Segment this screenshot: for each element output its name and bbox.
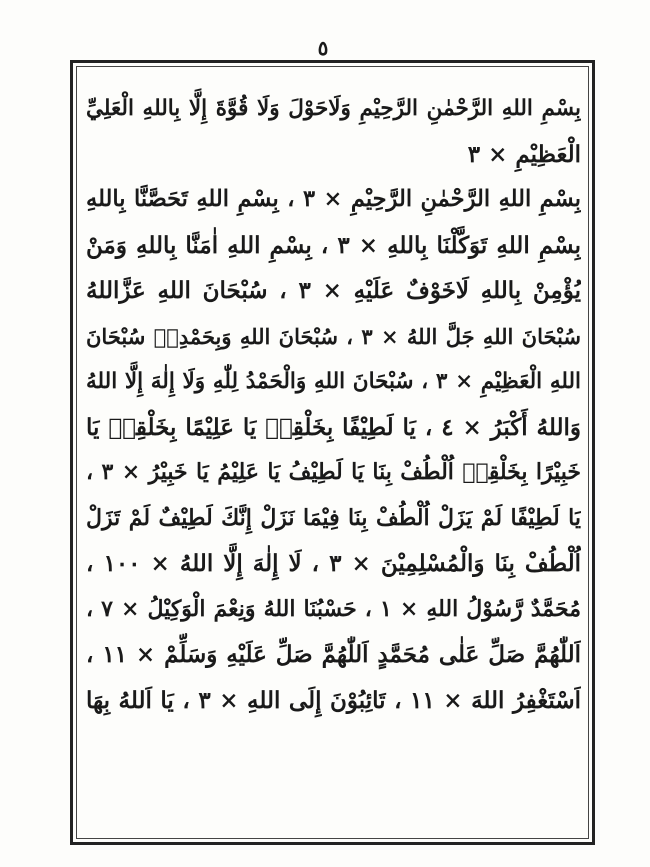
text-line-7: اللهِ الْعَظِيْمِ × ٣ ، سُبْحَانَ اللهِ وَالْحَمْدُ لِلّٰهِ وَلَا إِلٰهَ إِلَّا اللهُ [86,369,581,394]
text-line-13: اَللّٰهُمَّ صَلِّ عَلٰى مُحَمَّدٍ اَللّٰهُمَّ صَلِّ عَلَيْهِ وَسَلِّمْ × ١١ ، [86,641,581,668]
text-line-2: الْعَظِيْمِ × ٣ [467,140,581,168]
text-line-10: يَا لَطِيْفًا لَمْ يَزَلْ اُلْطُفْ بِنَا فِيْمَا نَزَلْ إِنَّكَ لَطِيْفٌ لَمْ تَزَلْ [86,504,581,531]
arabic-text-block [86,86,581,723]
text-line-11: اُلْطُفْ بِنَا وَالْمُسْلِمِيْنَ × ٣ ، لَا إِلٰهَ إِلَّا اللهُ × ١٠٠ ، [86,550,581,577]
page-number: ٥ [317,36,329,60]
text-line-9: خَبِيْرًا بِخَلْقِهٖ اُلْطُفْ بِنَا يَا لَطِيْفُ يَا عَلِيْمُ يَا خَبِيْرُ × ٣ ، [86,459,581,485]
text-line-3: بِسْمِ اللهِ الرَّحْمٰنِ الرَّحِيْمِ × ٣ ، بِسْمِ اللهِ تَحَصَّنَّا بِاللهِ [86,186,581,212]
text-line-1: بِسْمِ اللهِ الرَّحْمٰنِ الرَّحِيْمِ وَلَاحَوْلَ وَلَا قُوَّةَ إِلَّا بِاللهِ الْعَلِيِّ [86,96,581,121]
text-line-8: وَاللهُ أَكْبَرُ × ٤ ، يَا لَطِيْفًا بِخَلْقِهٖ يَا عَلِيْمًا بِخَلْقِهٖ يَا [86,413,581,441]
text-line-12: مُحَمَّدٌ رَّسُوْلُ اللهِ × ١ ، حَسْبُنَا اللهُ وَنِعْمَ الْوَكِيْلُ × ٧ ، [86,595,581,622]
text-line-14: اَسْتَغْفِرُ اللهَ × ١١ ، تَائِبُوْنَ إِلَى اللهِ × ٣ ، يَا اَللهُ بِهَا [86,686,581,714]
text-line-5: يُؤْمِنْ بِاللهِ لَاخَوْفٌ عَلَيْهِ × ٣ ، سُبْحَانَ اللهِ عَزَّاللهُ [86,277,581,304]
text-line-6: سُبْحَانَ اللهِ جَلَّ اللهُ × ٣ ، سُبْحَانَ اللهِ وَبِحَمْدِهٖ سُبْحَانَ [86,323,581,349]
text-line-4: بِسْمِ اللهِ تَوَكَّلْنَا بِاللهِ × ٣ ، بِسْمِ اللهِ اٰمَنَّا بِاللهِ وَمَنْ [86,231,581,259]
